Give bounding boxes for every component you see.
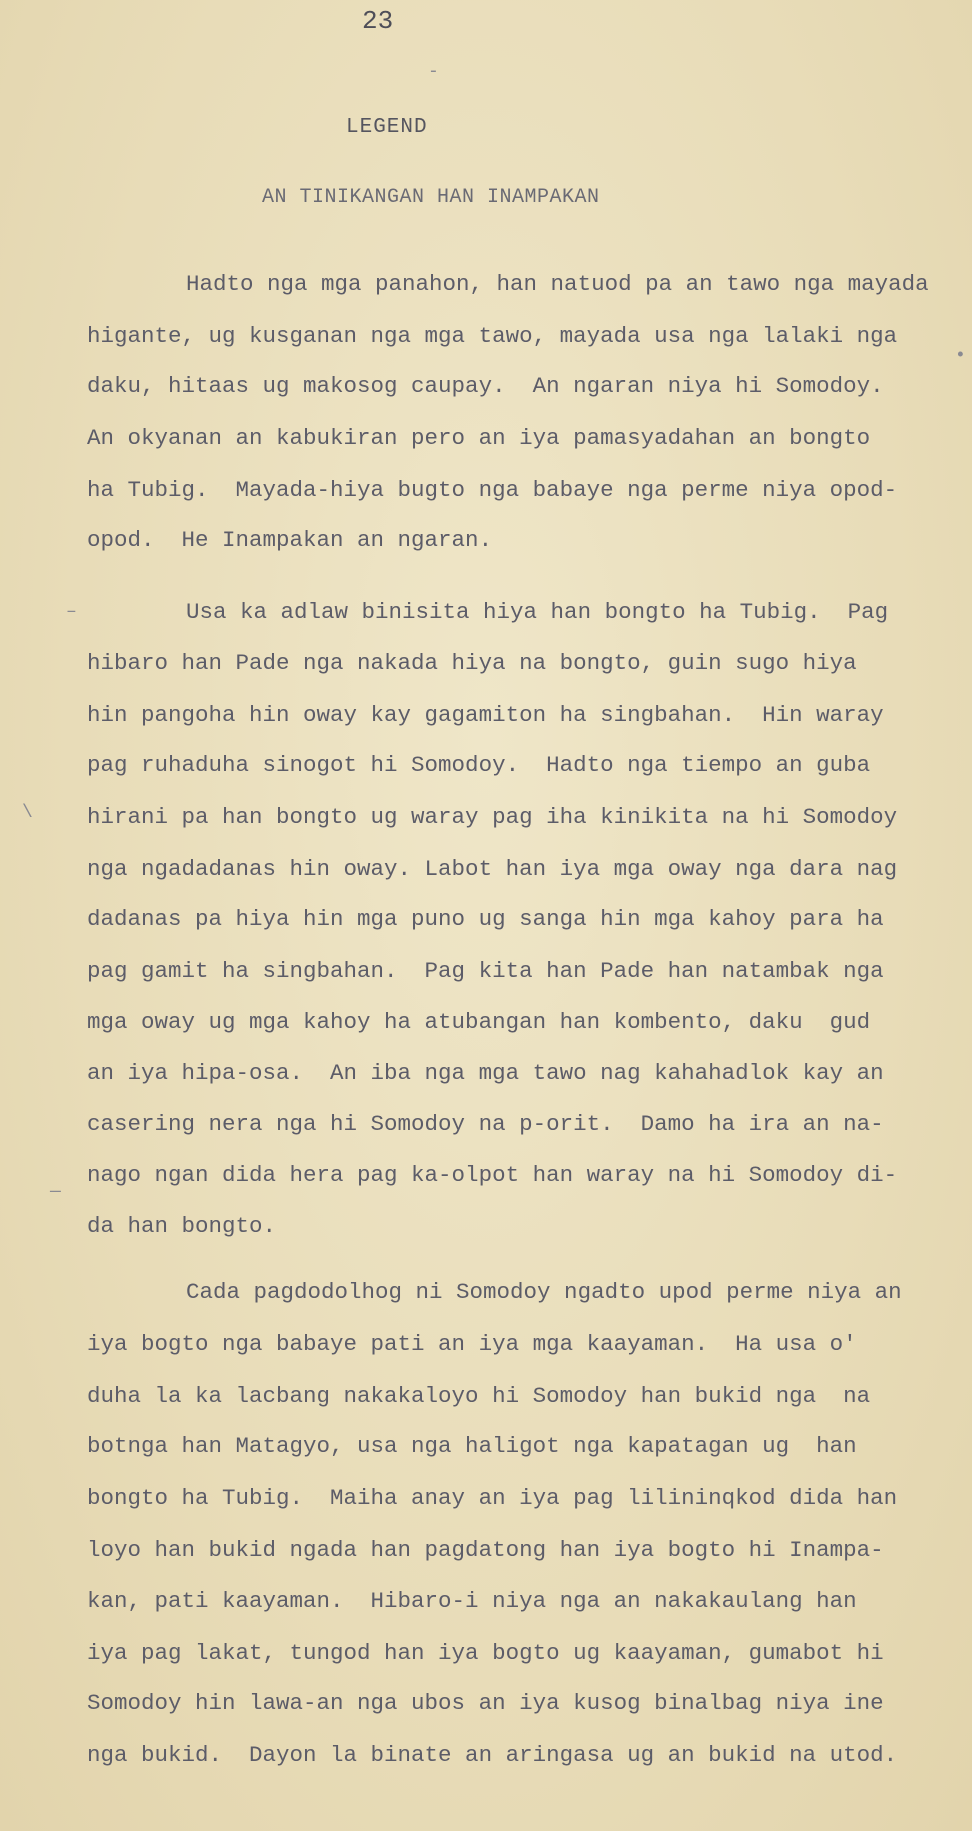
margin-mark: – <box>66 602 77 622</box>
text-line: hibaro han Pade nga nakada hiya na bongto, guin sugo hiya <box>87 650 857 676</box>
text-line: dadanas pa hiya hin mga puno ug sanga hin mga kahoy para ha <box>87 906 884 932</box>
margin-mark: \ <box>22 803 33 823</box>
text-line: Cada pagdodolhog ni Somodoy ngadto upod perme niya an <box>186 1279 902 1305</box>
text-line: duha la ka lacbang nakakaloyo hi Somodoy han bukid nga na <box>87 1383 871 1409</box>
text-line: bongto ha Tubig. Maiha anay an iya pag lilininqkod dida han <box>87 1485 898 1511</box>
story-title: AN TINIKANGAN HAN INAMPAKAN <box>262 186 600 209</box>
text-line: An okyanan an kabukiran pero an iya pamasyadahan an bongto <box>87 425 871 451</box>
text-line: an iya hipa-osa. An iba nga mga tawo nag kahahadlok kay an <box>87 1060 884 1086</box>
text-line: casering nera nga hi Somodoy na p-orit. Damo ha ira an na- <box>87 1111 884 1137</box>
text-line: botnga han Matagyo, usa nga haligot nga kapatagan ug han <box>87 1433 857 1459</box>
text-line: opod. He Inampakan an ngaran. <box>87 527 493 553</box>
margin-mark: — <box>50 1182 61 1202</box>
stray-mark: - <box>428 62 439 82</box>
text-line: Usa ka adlaw binisita hiya han bongto ha Tubig. Pag <box>186 599 889 625</box>
page-number: 23 <box>362 6 394 36</box>
text-line: nga ngadadanas hin oway. Labot han iya mga oway nga dara nag <box>87 856 898 882</box>
text-line: hin pangoha hin oway kay gagamiton ha singbahan. Hin waray <box>87 702 884 728</box>
text-line: iya pag lakat, tungod han iya bogto ug kaayaman, gumabot hi <box>87 1640 884 1666</box>
text-line: Somodoy hin lawa-an nga ubos an iya kusog binalbag niya ine <box>87 1690 884 1716</box>
text-line: pag ruhaduha sinogot hi Somodoy. Hadto nga tiempo an guba <box>87 752 871 778</box>
text-line: ha Tubig. Mayada-hiya bugto nga babaye nga perme niya opod- <box>87 477 898 503</box>
text-line: nga bukid. Dayon la binate an aringasa ug an bukid na utod. <box>87 1742 898 1768</box>
text-line: Hadto nga mga panahon, han natuod pa an tawo nga mayada <box>186 271 929 297</box>
text-line: da han bongto. <box>87 1213 277 1239</box>
legend-heading: LEGEND <box>346 116 428 139</box>
text-line: loyo han bukid ngada han pagdatong han iya bogto hi Inampa- <box>87 1537 884 1563</box>
text-line: nago ngan dida hera pag ka-olpot han waray na hi Somodoy di- <box>87 1162 898 1188</box>
text-line: pag gamit ha singbahan. Pag kita han Pade han natambak nga <box>87 958 884 984</box>
text-line: daku, hitaas ug makosog caupay. An ngaran niya hi Somodoy. <box>87 373 884 399</box>
text-line: iya bogto nga babaye pati an iya mga kaayaman. Ha usa o' <box>87 1331 857 1357</box>
margin-mark: • <box>955 346 966 366</box>
text-line: hirani pa han bongto ug waray pag iha kinikita na hi Somodoy <box>87 804 898 830</box>
text-line: kan, pati kaayaman. Hibaro-i niya nga an nakakaulang han <box>87 1588 857 1614</box>
text-line: mga oway ug mga kahoy ha atubangan han kombento, daku gud <box>87 1009 871 1035</box>
text-line: higante, ug kusganan nga mga tawo, mayada usa nga lalaki nga <box>87 323 898 349</box>
